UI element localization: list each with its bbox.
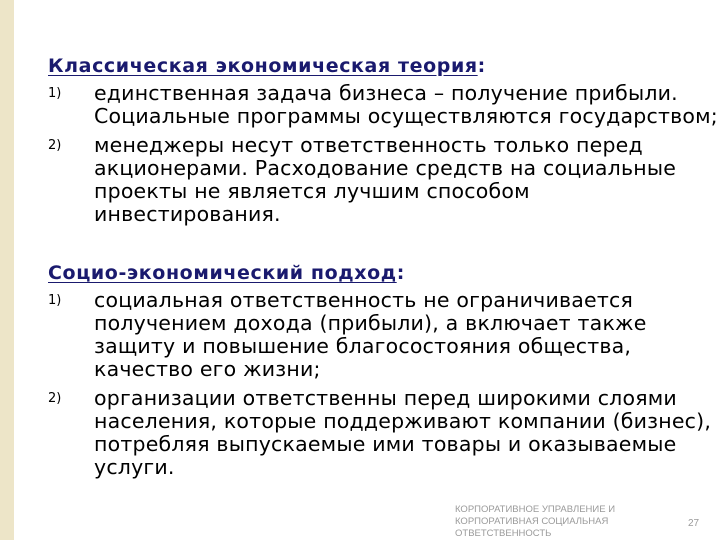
list-number: 1) bbox=[48, 86, 62, 101]
list-item bbox=[48, 289, 718, 381]
section-heading-socio-economic: Социо-экономический подход: bbox=[48, 262, 405, 284]
list-number: 1) bbox=[48, 293, 62, 308]
slide-content bbox=[48, 52, 718, 485]
list-item-text: единственная задача бизнеса – получение прибыли. Социальные программы осуществляются государством; bbox=[94, 81, 718, 128]
section-heading-classical: Классическая экономическая теория: bbox=[48, 55, 486, 77]
list-item bbox=[48, 82, 718, 128]
list-item bbox=[48, 134, 718, 226]
list-number: 2) bbox=[48, 391, 62, 406]
list-item-text: организации ответственны перед широкими слоями населения, которые поддерживают компании (бизнес), потребляя выпускаемые ими товары и оказываемые услуги. bbox=[94, 386, 712, 479]
left-decorative-band bbox=[0, 0, 14, 540]
list-number: 2) bbox=[48, 138, 62, 153]
footer-course-title: КОРПОРАТИВНОЕ УПРАВЛЕНИЕ И КОРПОРАТИВНАЯ СОЦИАЛЬНАЯ ОТВЕТСТВЕННОСТЬ bbox=[455, 504, 616, 539]
list-item-text: менеджеры несут ответственность только перед акционерами. Расходование средств на социальные проекты не является лучшим способом инвестирования. bbox=[94, 133, 677, 226]
list-item bbox=[48, 387, 718, 479]
list-item-text: социальная ответственность не ограничивается получением дохода (прибыли), а включает также защиту и повышение благосостояния общества, качество его жизни; bbox=[94, 288, 647, 381]
page-number: 27 bbox=[688, 518, 700, 529]
